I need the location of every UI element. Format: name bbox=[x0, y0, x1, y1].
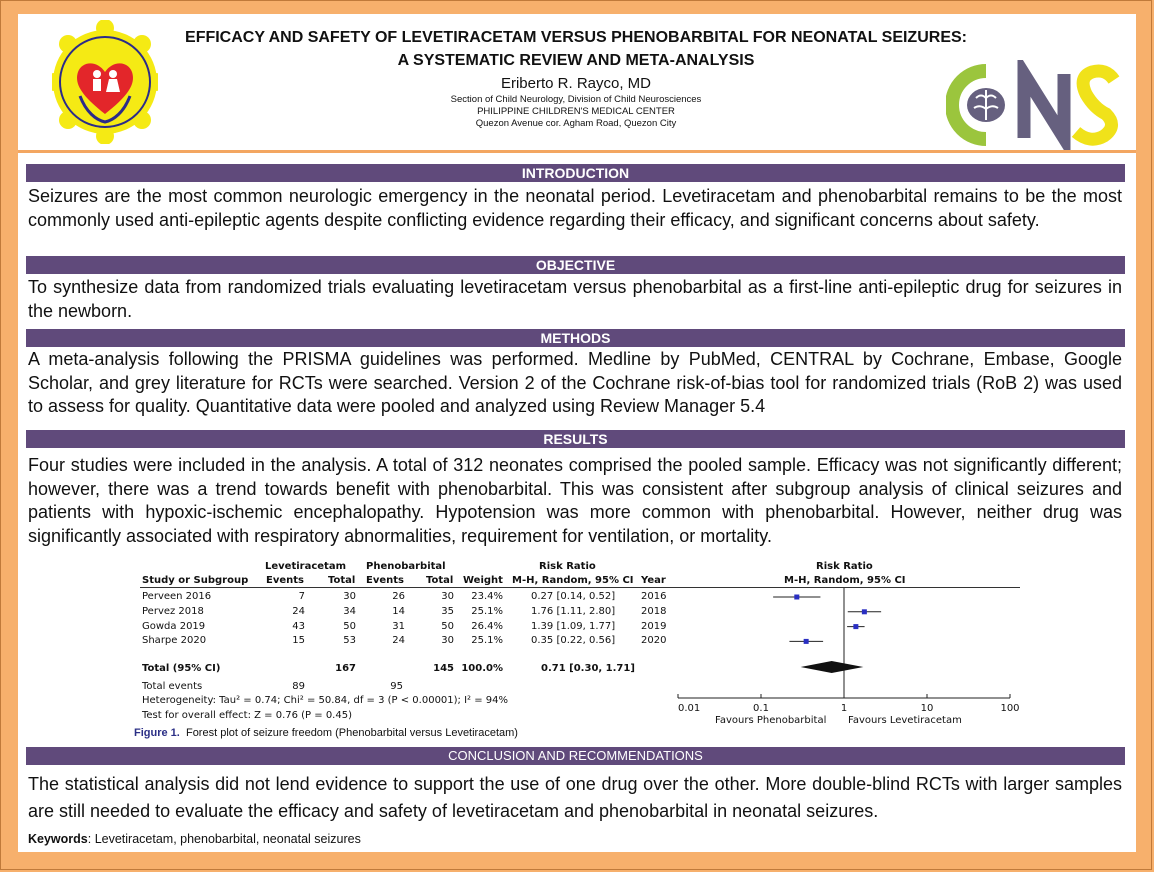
brain-icon bbox=[967, 88, 1005, 122]
col-phe-total: Total bbox=[426, 575, 454, 586]
cell-phe-total: 50 bbox=[441, 620, 454, 632]
hospital-seal-logo bbox=[52, 20, 158, 144]
cell-phe-events: 14 bbox=[392, 605, 405, 617]
introduction-heading: INTRODUCTION bbox=[26, 164, 1125, 182]
cns-logo bbox=[946, 60, 1124, 150]
cell-ci-text: 0.27 [0.14, 0.52] bbox=[531, 591, 616, 602]
cell-name: Sharpe 2020 bbox=[142, 635, 207, 647]
results-heading: RESULTS bbox=[26, 430, 1125, 448]
cell-year: 2016 bbox=[641, 591, 667, 602]
affiliation-line-1: Section of Child Neurology, Division of Child Neurosciences bbox=[450, 94, 702, 105]
keywords-text: : Levetiracetam, phenobarbital, neonatal seizures bbox=[87, 832, 361, 846]
cell-year: 2020 bbox=[641, 635, 667, 647]
cell-weight: 25.1% bbox=[471, 635, 503, 647]
cell-phe-events: 24 bbox=[392, 635, 405, 647]
figure-caption bbox=[134, 727, 518, 739]
cell-weight: 25.1% bbox=[471, 605, 503, 617]
cell-ci-text: 0.35 [0.22, 0.56] bbox=[531, 635, 616, 647]
col-plot-method: M-H, Random, 95% CI bbox=[784, 575, 906, 586]
favours-right: Favours Levetiracetam bbox=[848, 715, 962, 726]
total-lev: 167 bbox=[335, 663, 356, 674]
cell-phe-total: 35 bbox=[441, 605, 454, 617]
x-tick-label: 10 bbox=[920, 703, 934, 714]
cell-phe-events: 31 bbox=[392, 620, 405, 632]
col-year: Year bbox=[641, 575, 666, 586]
author-name: Eriberto R. Rayco, MD bbox=[500, 75, 652, 92]
cell-year: 2018 bbox=[641, 605, 667, 617]
introduction-text: Seizures are the most common neurologic emergency in the neonatal period. Levetiracetam and phenobarbital remains to be the most commonly used anti-epileptic agents despite conflicting evidence regarding their efficacy, and significant concerns about safety. bbox=[28, 186, 1122, 230]
cell-lev-events: 24 bbox=[292, 605, 305, 617]
cell-lev-total: 53 bbox=[343, 635, 356, 647]
cell-phe-total: 30 bbox=[441, 591, 454, 602]
figure-caption-text: Forest plot of seizure freedom (Phenobarbital versus Levetiracetam) bbox=[185, 727, 518, 739]
results-text: Four studies were included in the analysis. A total of 312 neonates comprised the pooled sample. Efficacy was not significantly different; however, there was a trend towards benefit with phenobarbital. This was consistent after subgroup analysis of clinical seizures and patients with hypoxic-ischemic encephalopathy. Hypotension was more common with phenobarbital. However, neither drug was significantly associated with respiratory abnormalities, requirement for ventilation, or mortality. bbox=[28, 455, 1122, 546]
col-method: M-H, Random, 95% CI bbox=[512, 575, 634, 586]
study-point-estimate bbox=[804, 639, 809, 644]
col-weight: Weight bbox=[463, 575, 503, 586]
methods-text: A meta-analysis following the PRISMA guidelines was performed. Medline by PubMed, CENTRAL by Cochrane, Embase, Google Scholar, and grey literature for RCTs were searched. Version 2 of the Cochrane risk-of-bias tool for randomized trials (RoB 2) was used to assess for quality. Quantitative data were pooled and analyzed using Review Manager 5.4 bbox=[28, 349, 1122, 416]
total-weight: 100.0% bbox=[461, 663, 503, 674]
total-events-label: Total events bbox=[142, 681, 203, 692]
study-point-estimate bbox=[794, 595, 799, 600]
cell-lev-total: 50 bbox=[343, 620, 356, 632]
cell-year: 2019 bbox=[641, 620, 667, 632]
objective-text: To synthesize data from randomized trials evaluating levetiracetam versus phenobarbital as a first-line anti-epileptic drug for seizures in the newborn. bbox=[28, 277, 1122, 321]
cell-lev-total: 30 bbox=[343, 591, 356, 602]
total-phe: 145 bbox=[433, 663, 454, 674]
cell-name: Gowda 2019 bbox=[142, 620, 206, 632]
header-risk-ratio-plot: Risk Ratio bbox=[816, 561, 873, 572]
cell-phe-total: 30 bbox=[441, 635, 454, 647]
cell-lev-total: 34 bbox=[343, 605, 356, 617]
total-events-lev: 89 bbox=[292, 681, 305, 692]
cell-lev-events: 15 bbox=[292, 635, 305, 647]
header-risk-ratio: Risk Ratio bbox=[539, 561, 596, 572]
cell-name: Pervez 2018 bbox=[142, 605, 204, 617]
col-phe-events: Events bbox=[366, 575, 404, 586]
x-tick-label: 100 bbox=[1000, 703, 1020, 714]
header-phenobarbital: Phenobarbital bbox=[366, 561, 446, 572]
affiliation-line-2: PHILIPPINE CHILDREN'S MEDICAL CENTER bbox=[477, 106, 675, 117]
overall-effect-text: Test for overall effect: Z = 0.76 (P = 0.45) bbox=[142, 710, 352, 721]
heterogeneity-text: Heterogeneity: Tau² = 0.74; Chi² = 50.84, df = 3 (P < 0.00001); I² = 94% bbox=[142, 695, 509, 706]
total-label: Total (95% CI) bbox=[142, 663, 221, 674]
total-events-phe: 95 bbox=[390, 681, 403, 692]
cell-lev-events: 43 bbox=[292, 620, 305, 632]
cell-weight: 26.4% bbox=[471, 620, 503, 632]
objective-heading: OBJECTIVE bbox=[26, 256, 1125, 274]
col-lev-total: Total bbox=[328, 575, 356, 586]
col-lev-events: Events bbox=[266, 575, 304, 586]
cell-lev-events: 7 bbox=[298, 591, 305, 602]
methods-heading: METHODS bbox=[26, 329, 1125, 347]
header-levetiracetam: Levetiracetam bbox=[265, 561, 347, 572]
keywords-line bbox=[28, 832, 361, 846]
figure-caption-label: Figure 1. bbox=[134, 727, 180, 739]
col-study: Study or Subgroup bbox=[142, 575, 249, 586]
study-point-estimate bbox=[862, 609, 867, 614]
cell-ci-text: 1.39 [1.09, 1.77] bbox=[531, 620, 616, 632]
keywords-label: Keywords bbox=[28, 832, 88, 846]
cell-name: Perveen 2016 bbox=[142, 591, 212, 602]
study-point-estimate bbox=[853, 624, 858, 629]
favours-left: Favours Phenobarbital bbox=[715, 715, 827, 726]
poster-title-line-1: EFFICACY AND SAFETY OF LEVETIRACETAM VERSUS PHENOBARBITAL FOR NEONATAL SEIZURES: bbox=[185, 29, 967, 46]
x-tick-label: 0.01 bbox=[678, 703, 701, 714]
affiliation-line-3: Quezon Avenue cor. Agham Road, Quezon City bbox=[475, 118, 677, 129]
header-divider bbox=[18, 150, 1136, 153]
cell-ci-text: 1.76 [1.11, 2.80] bbox=[531, 605, 616, 617]
cell-weight: 23.4% bbox=[471, 591, 503, 602]
cell-phe-events: 26 bbox=[392, 591, 405, 602]
conclusion-heading: CONCLUSION AND RECOMMENDATIONS bbox=[26, 747, 1125, 765]
poster-title-line-2: A SYSTEMATIC REVIEW AND META-ANALYSIS bbox=[397, 52, 755, 69]
x-tick-label: 0.1 bbox=[753, 703, 769, 714]
total-ci: 0.71 [0.30, 1.71] bbox=[541, 663, 635, 674]
pooled-estimate-diamond bbox=[801, 661, 864, 673]
x-tick-label: 1 bbox=[840, 703, 848, 714]
conclusion-text: The statistical analysis did not lend evidence to support the use of one drug over the other. More double-blind RCTs with larger samples are still needed to evaluate the efficacy and safety of levetiracetam and phenobarbital in neonatal seizures. bbox=[28, 774, 1122, 821]
